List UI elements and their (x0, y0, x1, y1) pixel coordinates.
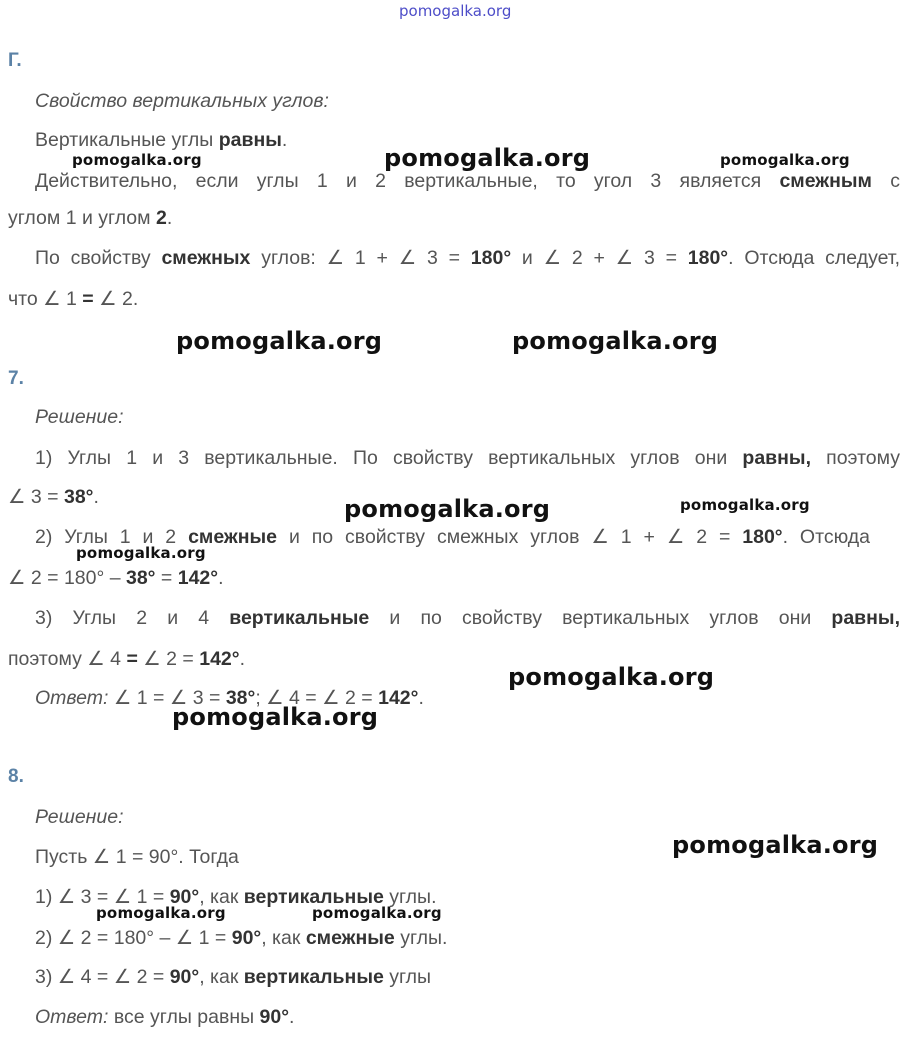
watermark: pomogalka.org (96, 904, 226, 922)
watermark: pomogalka.org (344, 495, 551, 523)
section-8-marker: 8. (8, 766, 24, 787)
section-8-heading: Решение: (35, 806, 124, 828)
section-7-step-2-line-2: ∠ 2 = 180° – 38° = 142°. (8, 567, 224, 589)
section-g-paragraph-3-line-2: что ∠ 1 = ∠ 2. (8, 288, 139, 310)
watermark: pomogalka.org (172, 703, 379, 731)
watermark: pomogalka.org (680, 496, 810, 514)
section-g-heading: Свойство вертикальных углов: (35, 90, 329, 112)
watermark: pomogalka.org (176, 327, 383, 355)
watermark: pomogalka.org (672, 831, 879, 859)
section-7-step-2-line-1: 2) Углы 1 и 2 смежные и по свойству смежных углов ∠ 1 + ∠ 2 = 180°. Отсюда (35, 526, 870, 548)
section-7-step-1-line-2: ∠ 3 = 38°. (8, 486, 99, 508)
section-g-marker: Г. (8, 50, 22, 71)
section-7-marker: 7. (8, 368, 24, 389)
section-7-step-1-line-1: 1) Углы 1 и 3 вертикальные. По свойству вертикальных углов они равны, поэтому (35, 447, 901, 469)
section-g-paragraph-2-line-1: Действительно, если углы 1 и 2 вертикальные, то угол 3 является смежным с (35, 170, 900, 192)
section-g-paragraph-2-line-2: углом 1 и углом 2. (8, 207, 173, 229)
section-8-intro: Пусть ∠ 1 = 90°. Тогда (35, 846, 239, 868)
watermark: pomogalka.org (384, 144, 591, 172)
watermark: pomogalka.org (720, 151, 850, 169)
watermark: pomogalka.org (76, 544, 206, 562)
watermark: pomogalka.org (312, 904, 442, 922)
section-7-step-3-line-1: 3) Углы 2 и 4 вертикальные и по свойству вертикальных углов они равны, (35, 607, 900, 629)
section-g-paragraph-3-line-1: По свойству смежных углов: ∠ 1 + ∠ 3 = 180° и ∠ 2 + ∠ 3 = 180°. Отсюда следует, (35, 247, 900, 269)
section-g-paragraph-1: Вертикальные углы равны. (35, 129, 288, 151)
section-8-step-2: 2) ∠ 2 = 180° – ∠ 1 = 90°, как смежные углы. (35, 927, 448, 949)
section-7-step-3-line-2: поэтому ∠ 4 = ∠ 2 = 142°. (8, 648, 245, 670)
watermark: pomogalka.org (72, 151, 202, 169)
section-7-answer: Ответ: ∠ 1 = ∠ 3 = 38°; ∠ 4 = ∠ 2 = 142°. (35, 687, 424, 709)
header-site-link[interactable]: pomogalka.org (399, 2, 512, 20)
watermark: pomogalka.org (508, 663, 715, 691)
section-8-answer: Ответ: все углы равны 90°. (35, 1006, 295, 1028)
section-8-step-1: 1) ∠ 3 = ∠ 1 = 90°, как вертикальные углы. (35, 886, 437, 908)
section-7-heading: Решение: (35, 406, 124, 428)
section-8-step-3: 3) ∠ 4 = ∠ 2 = 90°, как вертикальные углы (35, 966, 432, 988)
watermark: pomogalka.org (512, 327, 719, 355)
